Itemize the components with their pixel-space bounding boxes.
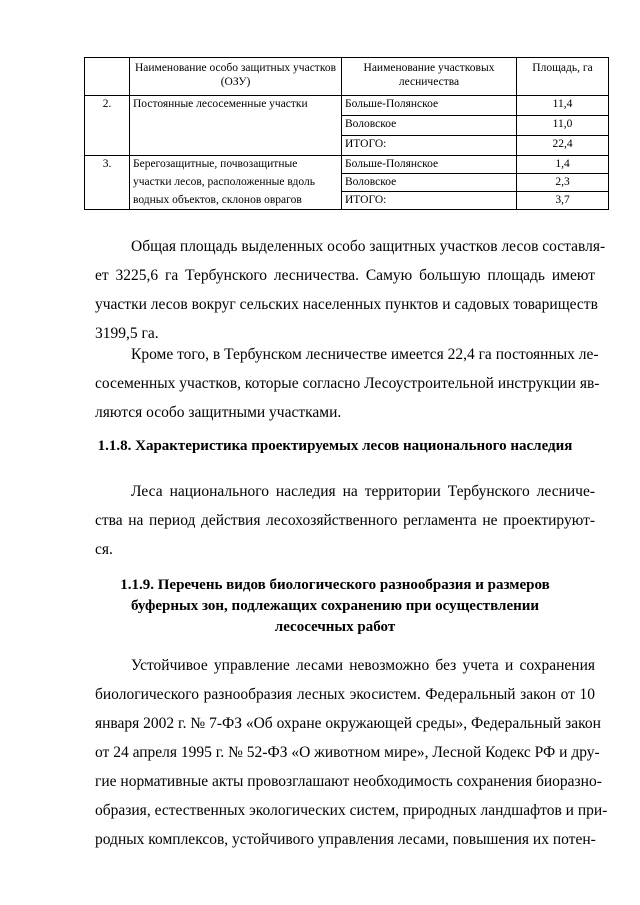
forestry-name: Воловское bbox=[342, 174, 517, 192]
paragraph-line: Устойчивое управление лесами невозможно без учета и сохранения bbox=[131, 657, 595, 674]
paragraph-line: ляются особо защитными участками. bbox=[95, 404, 342, 421]
area-value: 11,4 bbox=[517, 96, 609, 116]
paragraph-heritage-forests bbox=[95, 477, 595, 564]
header-number bbox=[85, 58, 130, 96]
paragraph-line: от 24 апреля 1995 г. № 52-ФЗ «О животном мире», Лесной Кодекс РФ и дру- bbox=[95, 744, 600, 761]
ozu-name-line: водных объектов, склонов оврагов bbox=[130, 192, 342, 210]
table-header-row bbox=[85, 58, 609, 96]
area-total-value: 3,7 bbox=[517, 192, 609, 210]
paragraph-line: биологического разнообразия лесных экосистем. Федеральный закон от 10 bbox=[95, 686, 595, 703]
area-value: 1,4 bbox=[517, 156, 609, 174]
paragraph-line: 3199,5 га. bbox=[95, 325, 159, 342]
paragraph-line: сосеменных участков, которые согласно Лесоустроительной инструкции яв- bbox=[95, 375, 600, 392]
table-row bbox=[85, 136, 609, 156]
ozu-name-line: Берегозащитные, почвозащитные bbox=[130, 156, 342, 174]
paragraph-biodiversity bbox=[95, 651, 608, 854]
paragraph-line: ся. bbox=[95, 541, 113, 558]
forestry-total-label: ИТОГО: bbox=[342, 136, 517, 156]
table-row bbox=[85, 116, 609, 136]
paragraph-line: Кроме того, в Тербунском лесничестве имеется 22,4 га постоянных ле- bbox=[131, 346, 599, 363]
section-heading-1-1-9 bbox=[70, 575, 600, 638]
table-row bbox=[85, 192, 609, 210]
area-value: 2,3 bbox=[517, 174, 609, 192]
row-number: 2. bbox=[85, 96, 130, 116]
paragraph-line: Леса национального наследия на территории Тербунского лесниче- bbox=[131, 483, 595, 500]
area-value: 11,0 bbox=[517, 116, 609, 136]
paragraph-line: родных комплексов, устойчивого управления лесами, повышения их потен- bbox=[95, 831, 596, 848]
forestry-name: Больше-Полянское bbox=[342, 156, 517, 174]
paragraph-line: января 2002 г. № 7-ФЗ «Об охране окружающей среды», Федеральный закон bbox=[95, 715, 601, 732]
header-forestry-name: Наименование участковых лесничества bbox=[342, 58, 517, 96]
table-row bbox=[85, 174, 609, 192]
ozu-name: Постоянные лесосеменные участки bbox=[130, 96, 342, 116]
heading-line: буферных зон, подлежащих сохранению при осуществлении bbox=[130, 598, 540, 614]
header-ozu-name: Наименование особо защитных участков (ОЗУ) bbox=[130, 58, 342, 96]
heading-line: лесосечных работ bbox=[274, 619, 396, 635]
paragraph-line: Общая площадь выделенных особо защитных участков лесов составля- bbox=[131, 238, 606, 255]
ozu-name-line: участки лесов, расположенные вдоль bbox=[130, 174, 342, 192]
paragraph-line: образия, естественных экологических систем, природных ландшафтов и при- bbox=[95, 802, 608, 819]
table-row bbox=[85, 156, 609, 174]
table-row bbox=[85, 96, 609, 116]
forestry-name: Больше-Полянское bbox=[342, 96, 517, 116]
section-heading-1-1-8: 1.1.8. Характеристика проектируемых лесов национального наследия bbox=[97, 438, 573, 454]
forestry-name: Воловское bbox=[342, 116, 517, 136]
paragraph-seed-plots bbox=[95, 340, 600, 427]
paragraph-ozu-total bbox=[95, 232, 606, 348]
paragraph-line: ства на период действия лесохозяйственного регламента не проектируют- bbox=[95, 512, 595, 529]
paragraph-line: участки лесов вокруг сельских населенных пунктов и садовых товариществ bbox=[95, 296, 598, 313]
header-area: Площадь, га bbox=[517, 58, 609, 96]
forestry-total-label: ИТОГО: bbox=[342, 192, 517, 210]
paragraph-line: ет 3225,6 га Тербунского лесничества. Самую большую площадь имеют bbox=[95, 267, 595, 284]
heading-line: 1.1.9. Перечень видов биологического разнообразия и размеров bbox=[120, 577, 550, 593]
ozu-table bbox=[84, 57, 609, 210]
area-total-value: 22,4 bbox=[517, 136, 609, 156]
paragraph-line: гие нормативные акты провозглашают необходимость сохранения биоразно- bbox=[95, 773, 602, 790]
row-number: 3. bbox=[85, 156, 130, 174]
